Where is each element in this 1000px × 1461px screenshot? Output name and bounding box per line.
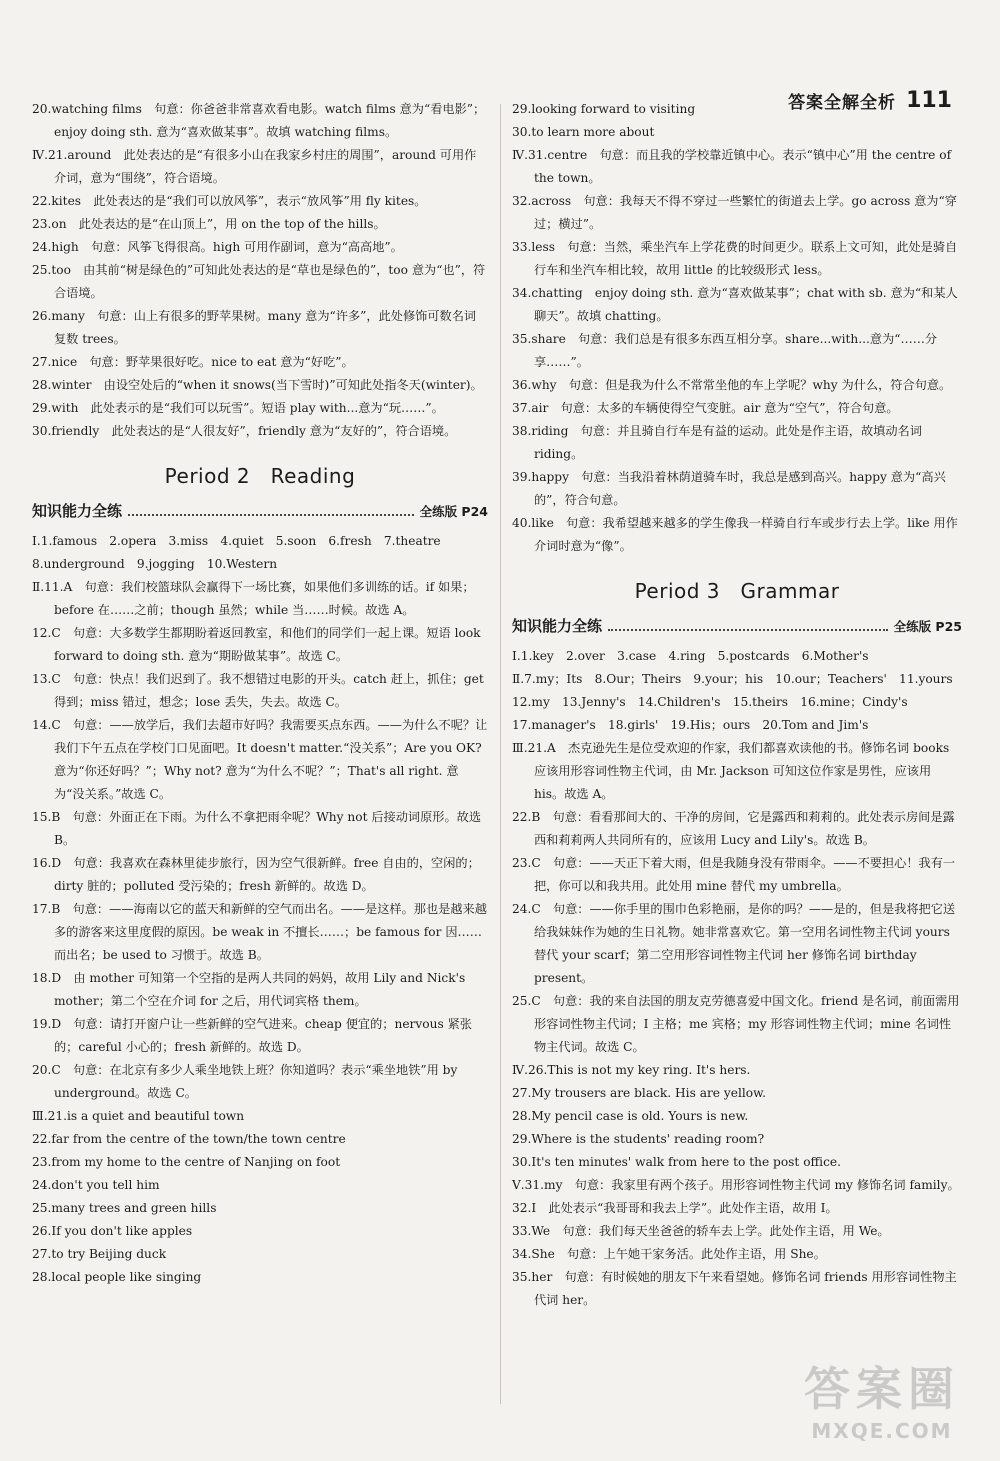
period3-subhead-label: 知识能力全练 (512, 617, 603, 635)
period3-subhead (512, 614, 962, 639)
answer-item: 27.nice 句意：野苹果很好吃。nice to eat 意为“好吃”。 (32, 355, 354, 369)
answer-item: 22.kites 此处表达的是“我们可以放风筝”，表示“放风筝”用 fly kites。 (32, 194, 427, 208)
answer-item: 32.I 此处表示“我哥哥和我去上学”。此处作主语，故用 I。 (512, 1201, 838, 1215)
answer-item: 23.on 此处表达的是“在山顶上”，用 on the top of the hills。 (32, 217, 386, 231)
column-divider (500, 104, 501, 1404)
answer-item: 28.local people like singing (32, 1270, 202, 1284)
answer-item: 27.My trousers are black. His are yellow. (512, 1086, 766, 1100)
period3-answers (512, 645, 962, 1312)
answer-item: Ⅳ.26.This is not my key ring. It's hers. (512, 1063, 751, 1077)
answer-item: 25.too 由其前“树是绿色的”可知此处表达的是“草也是绿色的”，too 意为“也”，符合语境。 (32, 263, 486, 300)
period2-subhead-label: 知识能力全练 (32, 502, 123, 520)
answer-item: 13.C 句意：快点！我们迟到了。我不想错过电影的开头。catch 赶上，抓住；get 得到；miss 错过，想念；lose 丢失，失去。故选 C。 (32, 672, 484, 709)
answer-item: 40.like 句意：我希望越来越多的学生像我一样骑自行车或步行去上学。like 用作介词时意为“像”。 (512, 516, 958, 553)
answer-item: Ⅱ.7.my；Its 8.Our；Theirs 9.your；his 10.our；Teachers' 11.yours (512, 672, 953, 686)
answer-item: 27.to try Beijing duck (32, 1247, 167, 1261)
answer-item: 24.don't you tell him (32, 1178, 160, 1192)
period2-version: 全练版 P24 (419, 504, 488, 519)
answer-item: 17.B 句意：——海南以它的蓝天和新鲜的空气而出名。——是这样。那也是越来越多的游客来这里度假的原因。be weak in 不擅长……；be famous for 因……而出名；be used to 习惯于。故选 B。 (32, 902, 487, 962)
answer-item: 39.happy 句意：当我沿着林荫道骑车时，我总是感到高兴。happy 意为“高兴的”，符合句意。 (512, 470, 946, 507)
answer-item: 30.to learn more about (512, 125, 655, 139)
answer-item: 29.with 此处表示的是“我们可以玩雪”。短语 play with...意为“玩……”。 (32, 401, 444, 415)
page-number: 111 (906, 88, 952, 113)
right-column (512, 98, 962, 1312)
answer-item: 19.D 句意：请打开窗户让一些新鲜的空气进来。cheap 便宜的；nervous 紧张的；careful 小心的；fresh 新鲜的。故选 D。 (32, 1017, 472, 1054)
answer-item: 25.many trees and green hills (32, 1201, 217, 1215)
answer-item: 35.share 句意：我们总是有很多东西互相分享。share...with...意为“……分享……”。 (512, 332, 938, 369)
answer-item: 22.far from the centre of the town/the town centre (32, 1132, 346, 1146)
answer-item: 20.C 句意：在北京有多少人乘坐地铁上班？你知道吗？表示“乘坐地铁”用 by underground。故选 C。 (32, 1063, 458, 1100)
period2-answers (32, 530, 488, 1289)
answer-item: 34.chatting enjoy doing sth. 意为“喜欢做某事”；chat with sb. 意为“和某人聊天”。故填 chatting。 (512, 286, 958, 323)
answer-item: 28.My pencil case is old. Yours is new. (512, 1109, 749, 1123)
answer-item: Ⅰ.1.key 2.over 3.case 4.ring 5.postcards 6.Mother's (512, 649, 869, 663)
answer-item: 8.underground 9.jogging 10.Western (32, 557, 278, 571)
answer-item: Ⅲ.21.is a quiet and beautiful town (32, 1109, 245, 1123)
leader-dots (128, 514, 414, 516)
answer-item: 35.her 句意：有时候她的朋友下午来看望她。修饰名词 friends 用形容词性物主代词 her。 (512, 1270, 957, 1307)
answer-item: Ⅳ.31.centre 句意：而且我的学校靠近镇中心。表示“镇中心”用 the centre of the town。 (512, 148, 952, 185)
answer-item: 20.watching films 句意：你爸爸非常喜欢看电影。watch films 意为“看电影”；enjoy doing sth. 意为“喜欢做某事”。故填 watching films。 (32, 102, 486, 139)
left-answers (32, 98, 488, 443)
left-column (32, 98, 488, 1289)
answer-item: 24.high 句意：风筝飞得很高。high 可用作副词，意为“高高地”。 (32, 240, 403, 254)
answer-item: 18.D 由 mother 可知第一个空指的是两人共同的妈妈，故用 Lily and Nick's mother；第二个空在介词 for 之后，用代词宾格 them。 (32, 971, 466, 1008)
watermark-top: 答案圈 (804, 1362, 960, 1416)
answer-item: Ⅰ.1.famous 2.opera 3.miss 4.quiet 5.soon 6.fresh 7.theatre (32, 534, 441, 548)
period2-title: Period 2 Reading (164, 464, 356, 488)
period3-version: 全练版 P25 (893, 619, 962, 634)
answer-item: 29.Where is the students' reading room? (512, 1132, 765, 1146)
answer-item: 16.D 句意：我喜欢在森林里徒步旅行，因为空气很新鲜。free 自由的，空闲的；dirty 脏的；polluted 受污染的；fresh 新鲜的。故选 D。 (32, 856, 480, 893)
answer-item: Ⅱ.11.A 句意：我们校篮球队会赢得下一场比赛，如果他们多训练的话。if 如果；before 在……之前；though 虽然；while 当……时候。故选 A。 (32, 580, 475, 617)
answer-item: 23.C 句意：——天正下着大雨，但是我随身没有带雨伞。——不要担心！我有一把，你可以和我共用。此处用 mine 替代 my umbrella。 (512, 856, 956, 893)
answer-item: 33.We 句意：我们每天坐爸爸的轿车去上学。此处作主语，用 We。 (512, 1224, 890, 1238)
answer-item: Ⅴ.31.my 句意：我家里有两个孩子。用形容词性物主代词 my 修饰名词 family。 (512, 1178, 960, 1192)
watermark-bottom: MXQE.COM (811, 1419, 953, 1443)
period2-subhead (32, 499, 488, 524)
leader-dots (608, 629, 888, 631)
header-label: 答案全解全析 (788, 93, 897, 113)
answer-item: Ⅳ.21.around 此处表达的是“有很多小山在我家乡村庄的周围”，around 可用作介词，意为“围绕”，符合语境。 (32, 148, 477, 185)
right-answers (512, 98, 962, 558)
answer-item: 36.why 句意：但是我为什么不常常坐他的车上学呢？why 为什么，符合句意。 (512, 378, 952, 392)
answer-item: 29.looking forward to visiting (512, 102, 696, 116)
answer-item: 24.C 句意：——你手里的围巾色彩艳丽，是你的吗？——是的，但是我将把它送给我妹妹作为她的生日礼物。她非常喜欢它。第一空用名词性物主代词 yours 替代 your scarf；第二空用形容词性物主代词 her 修饰名词 birthday present。 (512, 902, 956, 985)
answer-item: 26.many 句意：山上有很多的野苹果树。many 意为“许多”，此处修饰可数名词复数 trees。 (32, 309, 477, 346)
answer-item: 37.air 句意：太多的车辆使得空气变脏。air 意为“空气”，符合句意。 (512, 401, 899, 415)
answer-item: 22.B 句意：看看那间大的、干净的房间，它是露西和莉莉的。此处表示房间是露西和莉莉两人共同所有的，应该用 Lucy and Lily's。故选 B。 (512, 810, 955, 847)
answer-item: 25.C 句意：我的来自法国的朋友克劳德喜爱中国文化。friend 是名词，前面需用形容词性物主代词；I 主格；me 宾格；my 形容词性物主代词；mine 名词性物主代词。故选 C。 (512, 994, 960, 1054)
answer-item: 17.manager's 18.girls' 19.His；ours 20.Tom and Jim's (512, 718, 869, 732)
answer-item: 34.She 句意：上午她干家务活。此处作主语，用 She。 (512, 1247, 826, 1261)
answer-item: 30.It's ten minutes' walk from here to the post office. (512, 1155, 841, 1169)
answer-item: 26.If you don't like apples (32, 1224, 193, 1238)
watermark-logo (804, 1353, 960, 1443)
answer-item: 12.C 句意：大多数学生都期盼着返回教室，和他们的同学们一起上课。短语 look forward to doing sth. 意为“期盼做某事”。故选 C。 (32, 626, 481, 663)
answer-item: 14.C 句意：——放学后，我们去超市好吗？我需要买点东西。——为什么不呢？让我们下午五点在学校门口见面吧。It doesn't matter.“没关系”；Are you OK? 意为“你还好吗？”；Why not? 意为“为什么不呢？”；That's all right. 意为“没关系。”故选 C。 (32, 718, 488, 801)
answer-item: 15.B 句意：外面正在下雨。为什么不拿把雨伞呢？Why not 后接动词原形。故选 B。 (32, 810, 482, 847)
answer-item: Ⅲ.21.A 杰克逊先生是位受欢迎的作家，我们都喜欢读他的书。修饰名词 books 应该用形容词性物主代词，由 Mr. Jackson 可知这位作家是男性，应该用 his。故选 A。 (512, 741, 950, 801)
answer-item: 32.across 句意：我每天不得不穿过一些繁忙的街道去上学。go across 意为“穿过；横过”。 (512, 194, 957, 231)
answer-item: 12.my 13.Jenny's 14.Children's 15.theirs 16.mine；Cindy's (512, 695, 908, 709)
answer-item: 30.friendly 此处表达的是“人很友好”，friendly 意为“友好的”，符合语境。 (32, 424, 457, 438)
period3-title: Period 3 Grammar (634, 579, 840, 603)
answer-item: 33.less 句意：当然，乘坐汽车上学花费的时间更少。联系上文可知，此处是骑自行车和坐汽车相比较，故用 little 的比较级形式 less。 (512, 240, 958, 277)
answer-item: 38.riding 句意：并且骑自行车是有益的运动。此处是作主语，故填动名词 riding。 (512, 424, 922, 461)
answer-item: 28.winter 由设空处后的“when it snows(当下雪时)”可知此处指冬天(winter)。 (32, 378, 483, 392)
answer-item: 23.from my home to the centre of Nanjing on foot (32, 1155, 341, 1169)
